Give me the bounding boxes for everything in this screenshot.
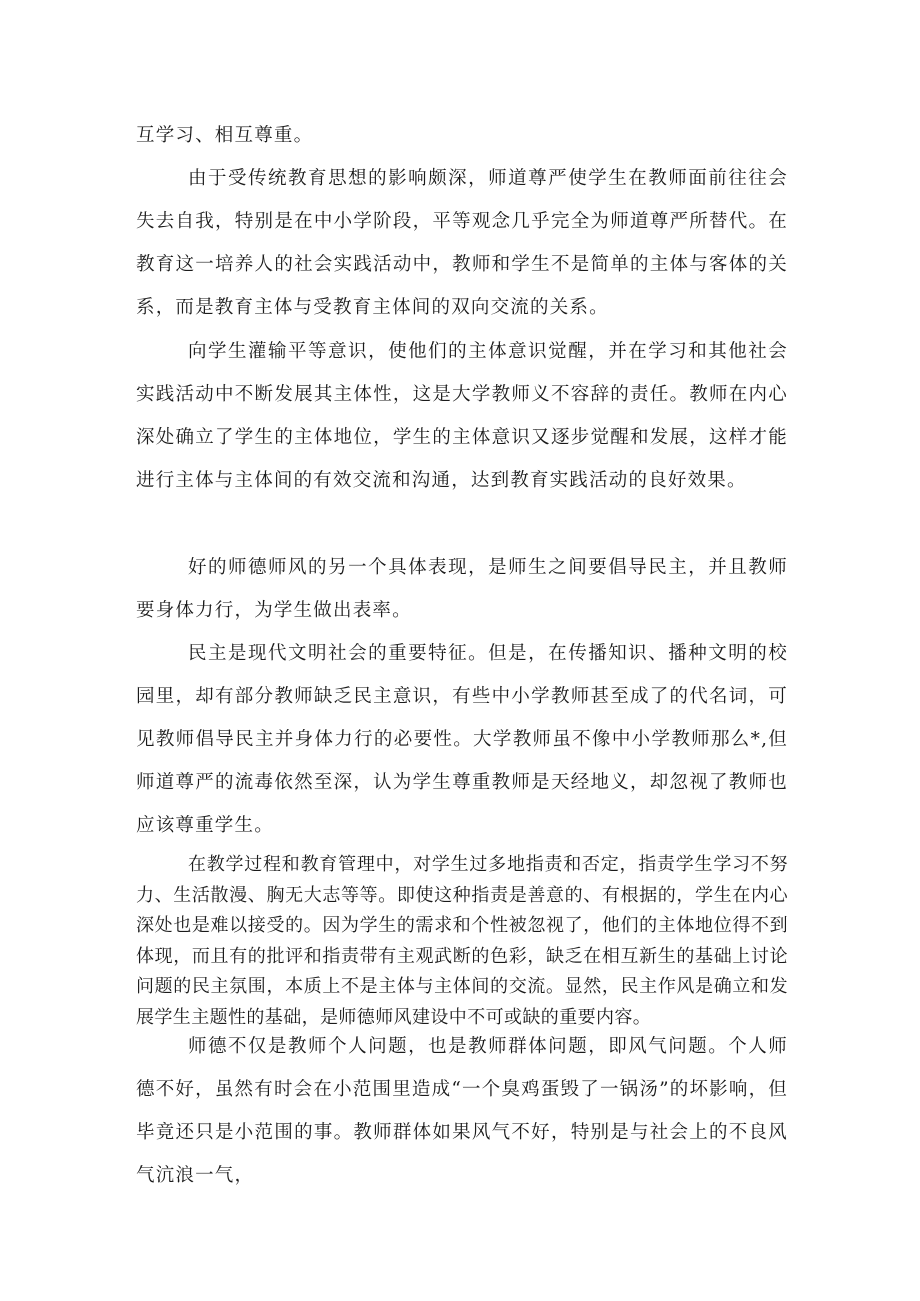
paragraph-1: 互学习、相互尊重。 <box>136 125 314 146</box>
paragraph-2: 由于受传统教育思想的影响颇深，师道尊严使学生在教师面前往往会失去自我，特别是在中小学阶段，平等观念几乎完全为师道尊严所替代。在教育这一培养人的社会实践活动中，教师和学生不是简单的主体与客体的关系，而是教育主体与受教育主体间的双向交流的关系。 <box>136 168 788 318</box>
paragraph-6: 在教学过程和教育管理中，对学生过多地指责和否定，指责学生学习不努力、生活散漫、胸无大志等等。即使这种指责是善意的、有根据的，学生在内心深处也是难以接受的。因为学生的需求和个性被忽视了，他们的主体地位得不到体现，而且有的批评和指责带有主观武断的色彩，缺乏在相互新生的基础上讨论问题的民主氛围，本质上不是主体与主体间的交流。显然，民主作风是确立和发展学生主题性的基础，是师德师风建设中不可或缺的重要内容。 <box>136 854 788 1028</box>
paragraph-5: 民主是现代文明社会的重要特征。但是，在传播知识、播种文明的校园里，却有部分教师缺乏民主意识，有些中小学教师甚至成了的代名词，可见教师倡导民主并身体力行的必要性。大学教师虽不像中小学教师那么*,但师道尊严的流毒依然至深，认为学生尊重教师是天经地义，却忽视了教师也应该尊重学生。 <box>136 643 788 836</box>
paragraph-4: 好的师德师风的另一个具体表现，是师生之间要倡导民主，并且教师要身体力行，为学生做出表率。 <box>136 557 788 621</box>
paragraph-3: 向学生灌输平等意识，使他们的主体意识觉醒，并在学习和其他社会实践活动中不断发展其主体性，这是大学教师义不容辞的责任。教师在内心深处确立了学生的主体地位，学生的主体意识又逐步觉醒和发展，这样才能进行主体与主体间的有效交流和沟通，达到教育实践活动的良好效果。 <box>136 341 788 491</box>
paragraph-7: 师德不仅是教师个人问题，也是教师群体问题，即风气问题。个人师德不好，虽然有时会在小范围里造成“一个臭鸡蛋毁了一锅汤”的坏影响，但毕竟还只是小范围的事。教师群体如果风气不好，特别是与社会上的不良风气沆浪一气， <box>136 1036 788 1186</box>
